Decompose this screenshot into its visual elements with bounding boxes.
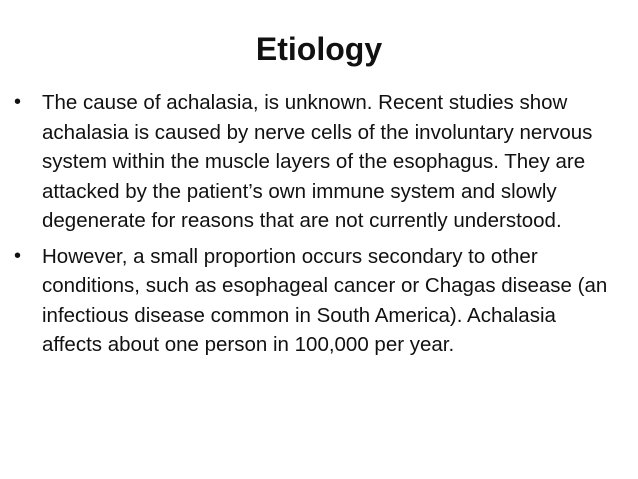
bullet-list bbox=[14, 88, 616, 366]
bullet-item bbox=[14, 88, 616, 236]
slide-title: Etiology bbox=[255, 31, 383, 67]
bullet-dot-icon: • bbox=[14, 244, 22, 267]
bullet-dot-icon: • bbox=[14, 91, 22, 113]
bullet-text: However, a small proportion occurs secondary to other conditions, such as esophageal cancer or Chagas disease (an infectious disease common in South America). Achalasia affects about one person in 100,000 per year. bbox=[42, 244, 608, 356]
bullet-text: The cause of achalasia, is unknown. Recent studies show achalasia is caused by nerve cells of the involuntary nervous system within the muscle layers of the esophagus. They are attacked by the patient’s own immune system and slowly degenerate for reasons that are not currently understood. bbox=[42, 91, 593, 232]
bullet-item bbox=[14, 242, 616, 360]
